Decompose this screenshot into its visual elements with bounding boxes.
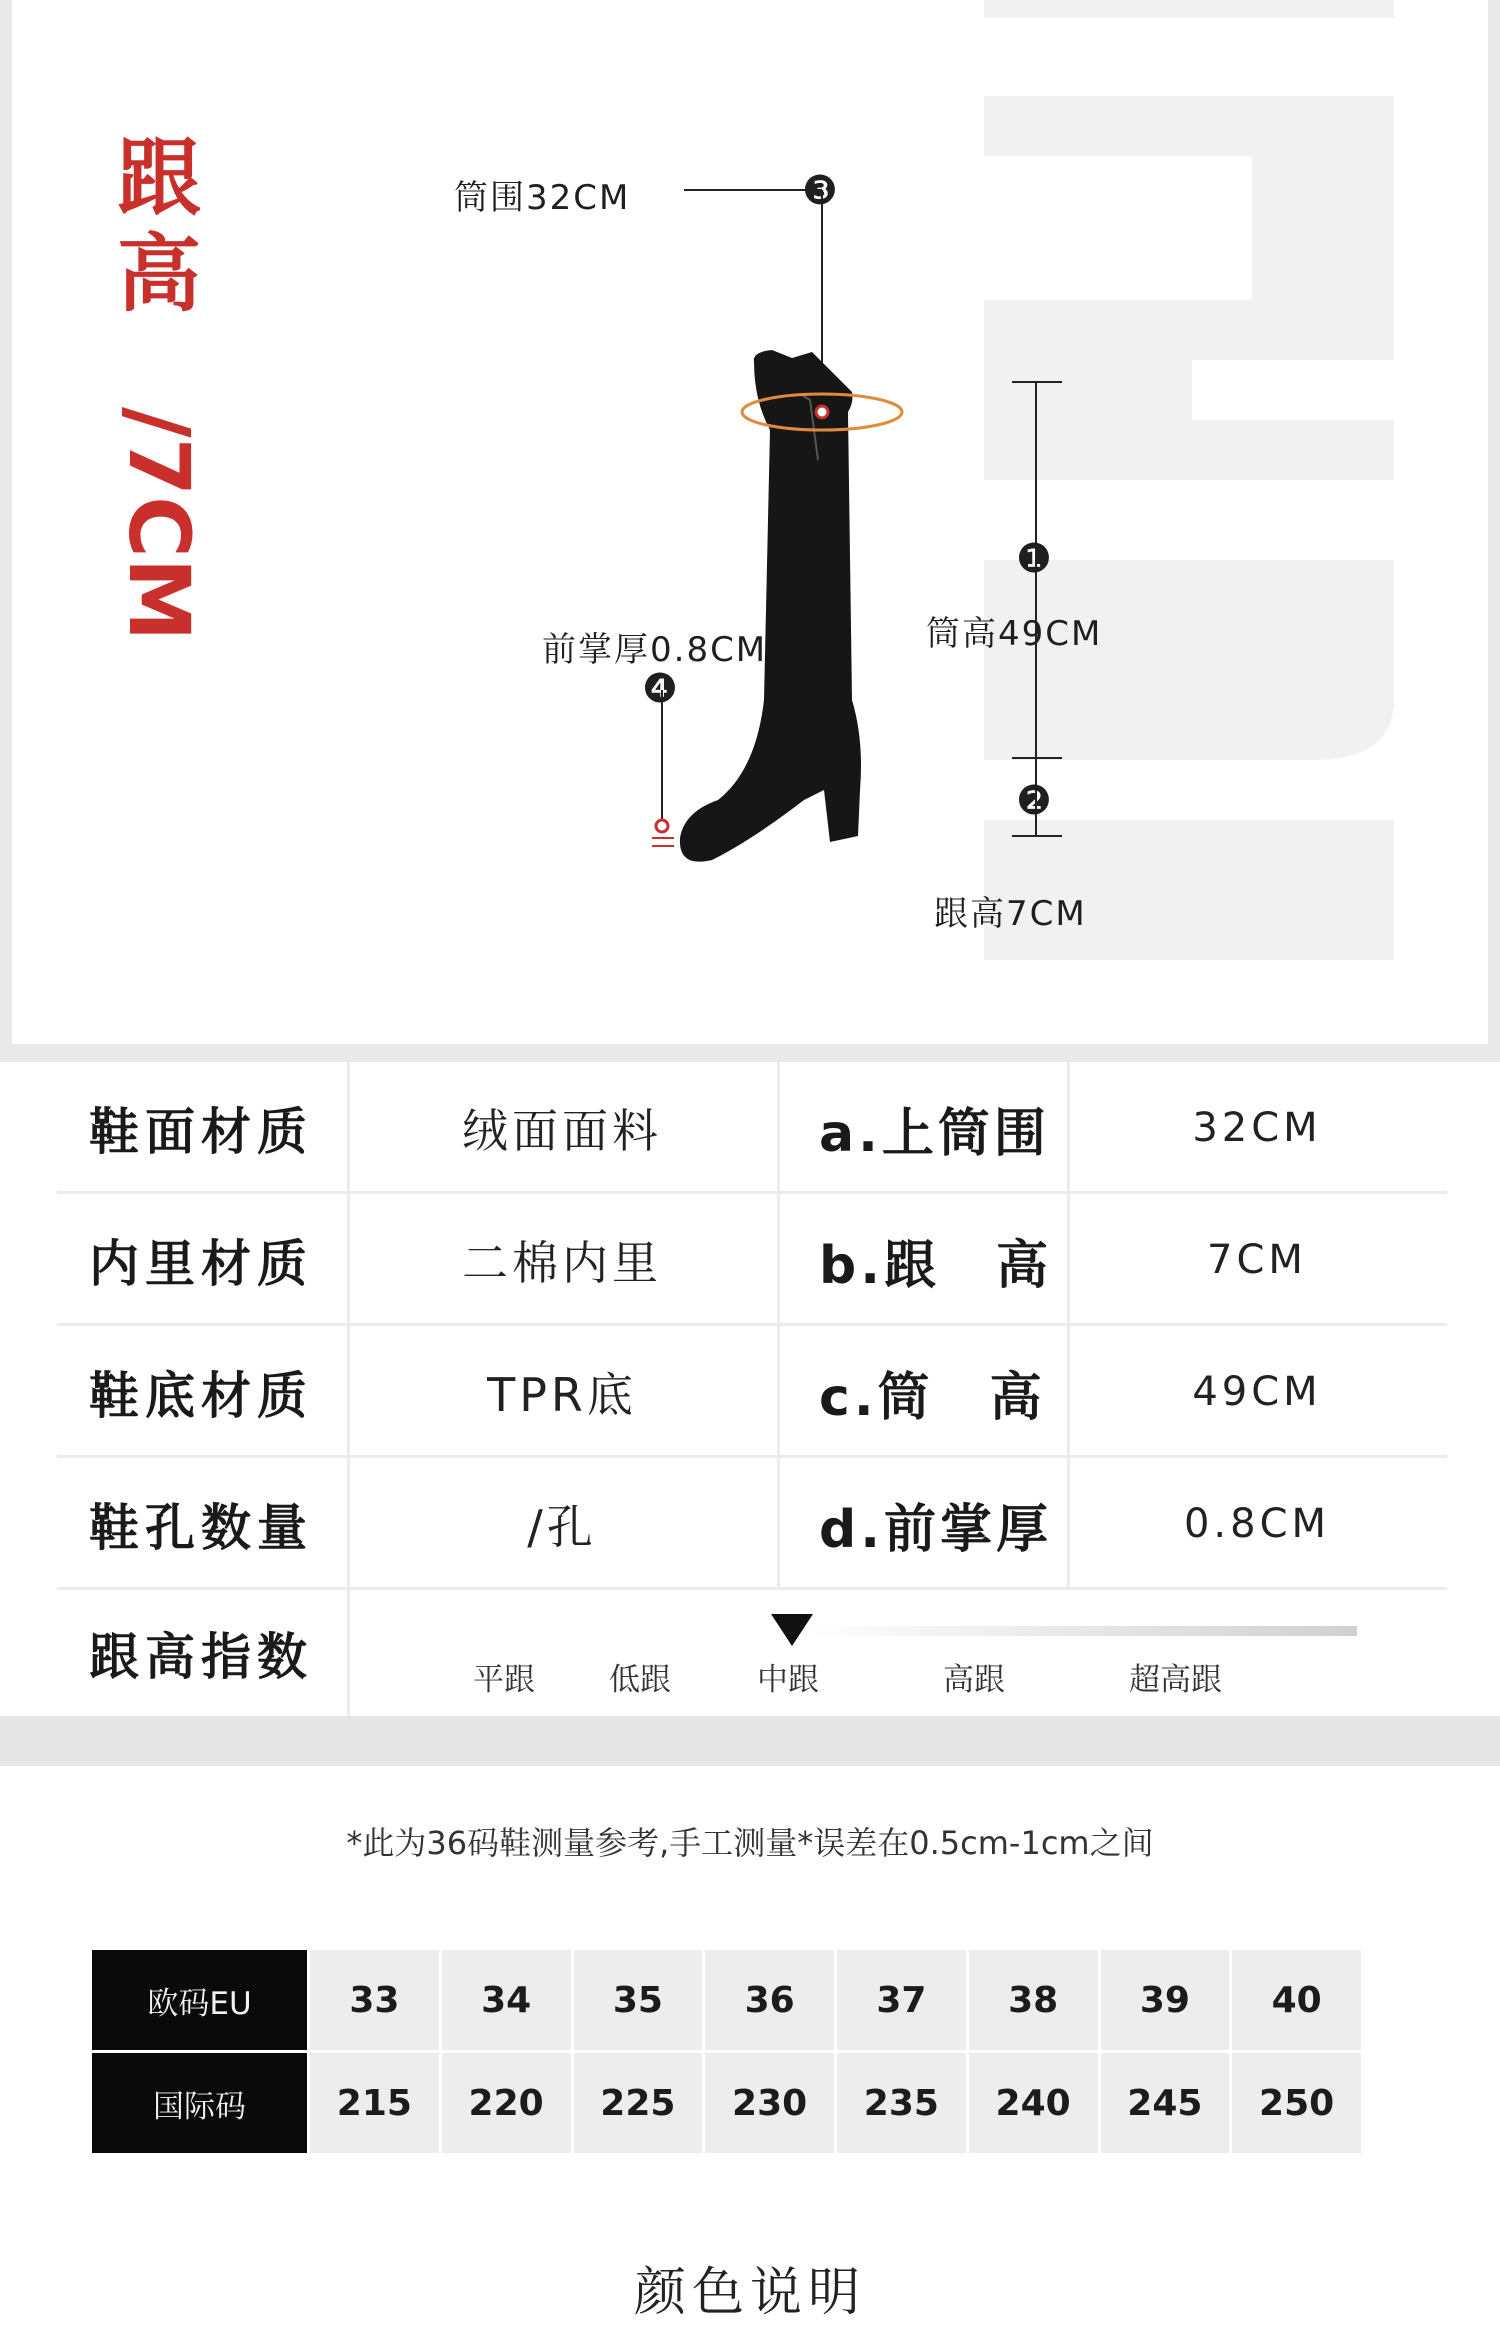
heel-scale-item: 超高跟 (1129, 1662, 1222, 1698)
size-cell: 35 (572, 1950, 704, 2052)
heel-index-row (57, 1590, 1447, 1716)
size-cell: 38 (967, 1950, 1099, 2052)
heel-title-cjk: 跟高 (116, 129, 201, 323)
size-cell: 37 (836, 1950, 968, 2052)
heel-scale-item-selected: 中跟 (757, 1662, 819, 1698)
spec-value-2: 32CM (1192, 1105, 1322, 1151)
measurement-note: *此为36码鞋测量参考,手工测量*误差在0.5cm-1cm之间 (346, 1824, 1154, 1862)
size-cell: 250 (1231, 2052, 1363, 2154)
spec-label-2: c.筒 高 (819, 1367, 1046, 1428)
color-section-title: 颜色说明 (633, 2263, 866, 2323)
spec-value: TPR底 (487, 1368, 637, 1422)
callout-forefoot-thickness: 前掌厚0.8CM (542, 630, 768, 670)
spec-value-2: 0.8CM (1183, 1501, 1331, 1547)
callout-shaft-height: 筒高49CM (926, 614, 1103, 654)
heel-index-label: 跟高指数 (89, 1628, 313, 1686)
size-cell: 225 (572, 2052, 704, 2154)
spec-label-2: a.上筒围 (819, 1103, 1050, 1164)
spec-value: 二棉内里 (462, 1236, 662, 1290)
marker-2-icon: ❷ (1016, 778, 1054, 824)
size-cell: 235 (836, 2052, 968, 2154)
size-row-eu (92, 1950, 1363, 2052)
marker-4-icon: ❹ (642, 666, 680, 712)
spec-label: 内里材质 (89, 1235, 313, 1293)
boot-diagram (12, 0, 1488, 1044)
spec-table (0, 1062, 1500, 1716)
size-cell: 40 (1231, 1950, 1363, 2052)
size-cell: 34 (440, 1950, 572, 2052)
spec-row (57, 1326, 1447, 1458)
size-cell: 240 (967, 2052, 1099, 2154)
size-chart-table (92, 1950, 1364, 2153)
spec-row (57, 1194, 1447, 1326)
callout-shaft-circumference: 筒围32CM (454, 178, 631, 218)
section-divider-band (0, 1716, 1500, 1766)
heel-scale-item: 平跟 (473, 1662, 535, 1698)
size-cell: 39 (1099, 1950, 1231, 2052)
marker-3-icon: ❸ (802, 168, 840, 214)
size-row-label: 国际码 (92, 2052, 309, 2154)
size-row-intl (92, 2052, 1363, 2154)
spec-label: 鞋底材质 (89, 1367, 313, 1425)
size-cell: 230 (704, 2052, 836, 2154)
spec-label-2: b.跟 高 (819, 1235, 1052, 1296)
heel-scale-item: 高跟 (943, 1662, 1005, 1698)
size-cell: 33 (309, 1950, 441, 2052)
callout-heel-height: 跟高7CM (934, 894, 1087, 934)
spec-label-2: d.前掌厚 (819, 1499, 1052, 1560)
size-cell: 215 (309, 2052, 441, 2154)
heel-scale-item: 低跟 (609, 1662, 671, 1698)
spec-value: 绒面面料 (462, 1104, 662, 1158)
spec-value: /孔 (527, 1500, 597, 1554)
spec-value-2: 49CM (1192, 1369, 1322, 1415)
size-cell: 245 (1099, 2052, 1231, 2154)
size-cell: 220 (440, 2052, 572, 2154)
hero-card (12, 0, 1488, 1044)
spec-value-2: 7CM (1207, 1237, 1307, 1283)
spec-label: 鞋面材质 (89, 1103, 313, 1161)
hero-panel (0, 0, 1500, 1062)
spec-label: 鞋孔数量 (89, 1499, 313, 1557)
spec-row (57, 1458, 1447, 1590)
heel-index-scale-bar (57, 1590, 1447, 1716)
spec-row (57, 1062, 1447, 1194)
marker-1-icon: ❶ (1016, 536, 1054, 582)
size-cell: 36 (704, 1950, 836, 2052)
heel-title-value: /7CM (110, 407, 208, 642)
size-row-label: 欧码EU (92, 1950, 309, 2052)
